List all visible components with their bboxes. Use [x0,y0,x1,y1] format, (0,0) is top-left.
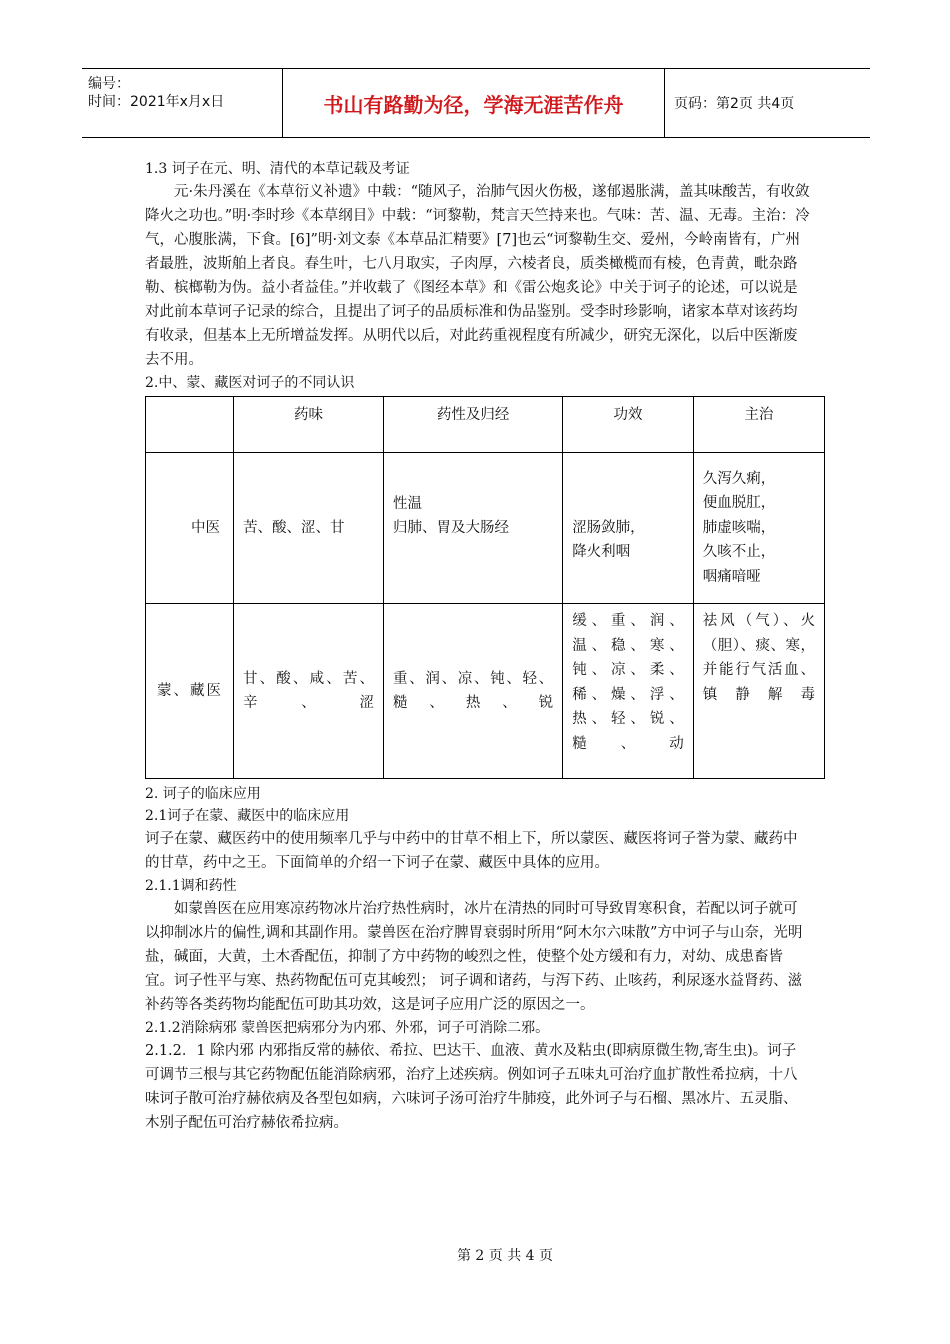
table-header-row [146,397,825,453]
section-2-1-title: 2.1诃子在蒙、藏医中的临床应用 [145,808,350,824]
header-motto: 书山有路勤为径，学海无涯苦作舟 [283,69,665,137]
table-cell: 涩肠敛肺， 降火利咽 [563,453,694,604]
page-footer: 第 2 页 共 4 页 [456,1248,554,1264]
table-header: 药性及归经 [384,397,563,453]
table-cell: 蒙、藏医 [146,604,234,779]
table-cell: 苦、酸、涩、甘 [234,453,384,604]
table-cell: 甘、酸、咸、苦、辛、涩 [234,604,384,779]
table-header: 药味 [234,397,384,453]
section-2-title: 2.中、蒙、藏医对诃子的不同认识 [145,375,355,391]
section-2-1-1-title: 2.1.1调和药性 [145,878,237,894]
table-cell: 祛风（气）、火（胆）、痰、寒，并能行气活血、镇静解毒 [693,604,824,779]
table-header: 主治 [693,397,824,453]
doc-number-label: 编号： [88,76,130,92]
section-1-3-title: 1.3 诃子在元、明、清代的本草记载及考证 [145,161,410,177]
comparison-table [145,396,825,779]
table-header: 功效 [563,397,694,453]
table-cell: 重、润、凉、钝、轻、糙、热、锐 [384,604,563,779]
section-2-1-2-1-body: 2.1.2．1 除内邪 内邪指反常的赫依、希拉、巴达干、血液、黄水及粘虫(即病原微生物,寄生虫)。诃子可调节三根与其它药物配伍能消除病邪，治疗上述疾病。例如诃子五味丸可治疗血扩散性希拉病，十八味诃子散可治疗赫依病及各型包如病，六味诃子汤可治疗牛肺疫，此外诃子与石榴、黑冰片、五灵脂、木别子配伍可治疗赫依希拉病。 [145,1043,798,1131]
doc-time-label: 时间：2021年x月x日 [88,94,225,110]
table-cell: 中医 [146,453,234,604]
section-2-1-1-body: 如蒙兽医在应用寒凉药物冰片治疗热性病时，冰片在清热的同时可导致胃寒积食，若配以诃子就可以抑制冰片的偏性,调和其副作用。蒙兽医在治疗脾胃衰弱时所用“阿木尔六味散”方中诃子与山奈，光明盐，碱面，大黄，土木香配伍，抑制了方中药物的峻烈之性，使整个处方缓和有力，对幼、成患畜皆宜。诃子性平与寒、热药物配伍可克其峻烈； 诃子调和诸药，与泻下药、止咳药，利尿逐水益肾药、滋补药等各类药物均能配伍可助其功效，这是诃子应用广泛的原因之一。 [145,901,803,1013]
table-cell: 缓、重、润、温、稳、寒、钝、凉、柔、稀、燥、浮、热、轻、锐、糙、动 [563,604,694,779]
header-page-number: 页码：第2页 共4页 [674,96,795,112]
document-body [145,158,815,1135]
table-cell: 久泻久痢， 便血脱肛， 肺虚咳喘， 久咳不止， 咽痛喑哑 [693,453,824,604]
header-meta [82,69,283,137]
table-cell: 性温 归肺、胃及大肠经 [384,453,563,604]
section-1-3-body: 元·朱丹溪在《本草衍义补遗》中载：“随风子，治肺气因火伤极，遂郁遏胀满，盖其味酸苦，有收敛降火之功也。”明·李时珍《本草纲目》中载：“诃黎勒，梵言天竺持来也。气味：苦、温、无毒。主治：冷气，心腹胀满，下食。[6]”明·刘文泰《本草品汇精要》[7]也云“诃黎勒生交、爱州，今岭南皆有，广州者最胜，波斯舶上者良。春生叶，七八月取实，子肉厚，六棱者良，质类橄榄而有棱，色青黄，毗杂路勒、槟榔勒为伪。益小者益佳。”并收载了《图经本草》和《雷公炮炙论》中关于诃子的论述，可以说是对此前本草诃子记录的综合，且提出了诃子的品质标准和伪品鉴别。受李时珍影响，诸家本草对该药均有收录，但基本上无所增益发挥。从明代以后，对此药重视程度有所减少，研究无深化，以后中医渐废去不用。 [145,184,810,368]
section-2-clinical-title: 2. 诃子的临床应用 [145,786,261,802]
section-2-1-body: 诃子在蒙、藏医药中的使用频率几乎与中药中的甘草不相上下，所以蒙医、藏医将诃子誉为蒙、藏药中的甘草，药中之王。下面简单的介绍一下诃子在蒙、藏医中具体的应用。 [145,831,798,871]
section-2-1-2-line: 2.1.2消除病邪 蒙兽医把病邪分为内邪、外邪，诃子可消除二邪。 [145,1020,550,1036]
table-row [146,453,825,604]
page-header [82,68,870,138]
table-header [146,397,234,453]
table-row [146,604,825,779]
